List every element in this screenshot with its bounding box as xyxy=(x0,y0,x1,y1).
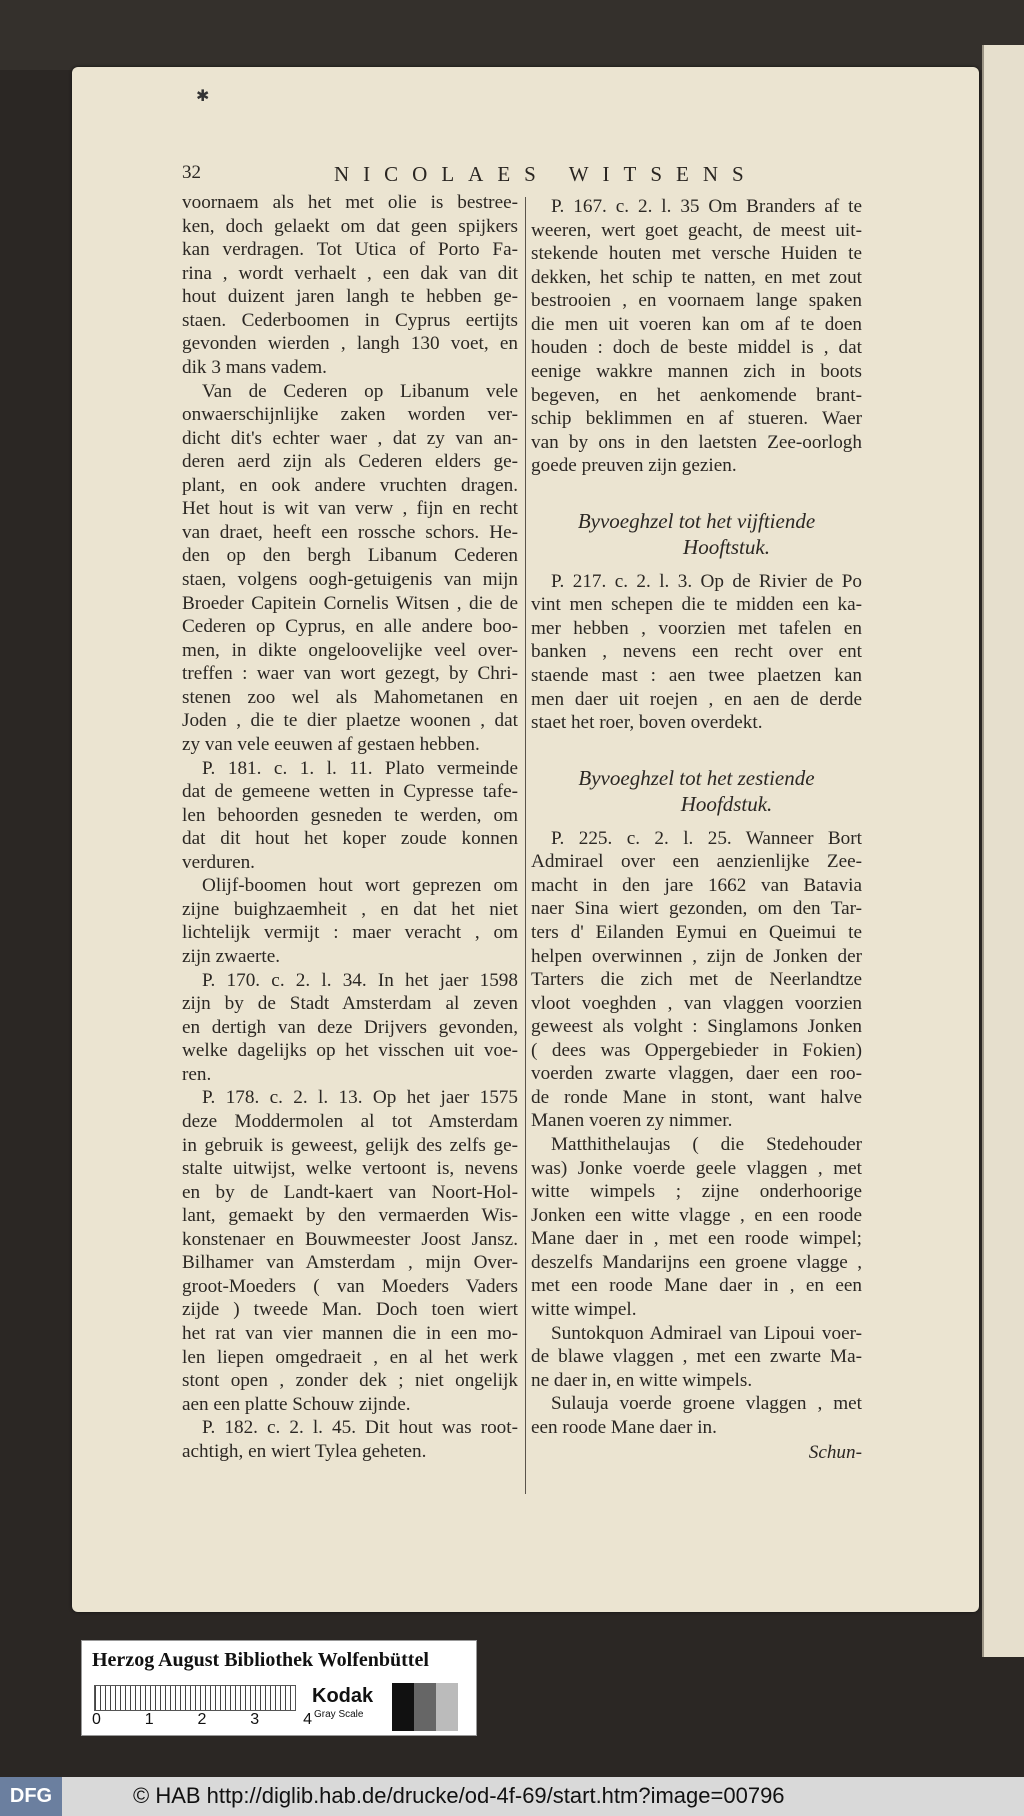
text-line: Cederen op Cyprus, en alle andere boo- xyxy=(182,616,518,638)
text-line: ren. xyxy=(182,1063,212,1085)
text-line: deszelfs Mandarijns een groene vlagge , xyxy=(531,1251,862,1273)
ruler-number: 1 xyxy=(144,1711,154,1728)
text-line: bestrooien , en voornaem lange spaken xyxy=(531,290,862,312)
text-line: mer hebben , voorzien met tafelen en xyxy=(531,617,862,639)
text-line: macht in den jare 1662 van Batavia xyxy=(531,874,862,896)
section-217 xyxy=(531,570,862,735)
text-line: P. 167. c. 2. l. 35 Om Branders af te xyxy=(551,196,862,217)
ruler-number: 0 xyxy=(92,1711,101,1728)
section-heading: Byvoeghzel tot het zestiende xyxy=(578,765,815,790)
text-line: met een roode Mane daer in , en een xyxy=(531,1275,862,1297)
text-line: onwaerschijnlijke zaken worden ver- xyxy=(182,404,518,426)
section-225 xyxy=(531,827,862,1440)
text-line: Suntokquon Admirael van Lipoui voer- xyxy=(551,1322,862,1344)
text-line: achtigh, en wiert Tylea geheten. xyxy=(182,1440,427,1462)
text-line: zijn zwaerte. xyxy=(182,946,281,967)
text-line: staende mast : aen twee plaetzen kan xyxy=(531,665,862,686)
text-line: houden : doch de beste middel is , dat xyxy=(531,337,862,359)
kodak-logo: Kodak xyxy=(312,1685,374,1707)
text-line: dik 3 mans vadem. xyxy=(182,356,327,378)
text-line: voerden zwarte vlaggen, daer een roo- xyxy=(531,1063,862,1085)
text-line: de ronde Mane in stont, want halve xyxy=(531,1086,862,1108)
text-line: stekende houten met versche Huiden te xyxy=(531,243,862,265)
text-line: van draet, heeft een rossche schors. He- xyxy=(182,521,518,543)
text-line: de blawe vlaggen , met een zwarte Ma- xyxy=(531,1346,862,1368)
text-line: staen, volgens oogh-getuigenis van mijn xyxy=(182,569,518,590)
text-line: verduren. xyxy=(182,851,255,873)
column-divider xyxy=(525,197,526,1494)
text-line: vint men schepen die te midden een ka- xyxy=(531,594,862,616)
text-line: dekken, het schip te natten, en met zout xyxy=(531,266,862,288)
ornament: ✱ xyxy=(196,88,210,105)
text-line: het rat van vier mannen die in een mo- xyxy=(182,1323,518,1344)
text-line: was) Jonke voerde geele vlaggen , met xyxy=(531,1157,862,1179)
text-line: Olijf-boomen hout wort geprezen om xyxy=(202,875,518,897)
text-line: Joden , die te dier plaetze woonen , dat xyxy=(182,710,518,732)
text-line: dicht dit's echter waer , dat zy van an- xyxy=(182,427,518,449)
text-line: staet het roer, boven overdekt. xyxy=(531,712,763,734)
text-line: Tarters die zich met de Neerlandtze xyxy=(531,969,862,991)
right-column xyxy=(531,195,862,1465)
text-line: kan verdragen. Tot Utica of Porto Fa- xyxy=(182,239,518,261)
text-line: witte wimpel. xyxy=(531,1298,637,1320)
dfg-logo: DFG xyxy=(0,1777,62,1816)
text-line: P. 178. c. 2. l. 13. Op het jaer 1575 xyxy=(202,1087,518,1109)
left-column xyxy=(182,191,518,1463)
ruler-number: 3 xyxy=(250,1711,260,1728)
ruler-numbers xyxy=(92,1711,312,1729)
text-line: Manen voeren zy nimmer. xyxy=(531,1110,733,1132)
text-line: ters d' Eilanden Eymui en Queimui te xyxy=(531,921,862,943)
text-line: Bilhamer van Amsterdam , mijn Over- xyxy=(182,1252,518,1274)
text-line: deze Moddermolen al tot Amsterdam xyxy=(182,1110,518,1132)
page-number: 32 xyxy=(182,162,201,183)
text-line: dat de gemeene wetten in Cypresse tafe- xyxy=(182,781,518,803)
text-line: ne daer in, en witte wimpels. xyxy=(531,1369,753,1391)
credit-link[interactable]: © HAB http://diglib.hab.de/drucke/od-4f-69/start.htm?image=00796 xyxy=(133,1783,785,1808)
ruler-scale xyxy=(94,1685,296,1711)
text-line: men daer uit roejen , en aen de derde xyxy=(531,688,862,710)
text-line: len behoorden gesneden te werden, om xyxy=(182,804,518,826)
text-line: en by de Landt-kaert van Noort-Hol- xyxy=(182,1181,518,1203)
gray-patch-mid xyxy=(414,1683,436,1731)
text-line: plant, en ook andere vruchten dragen. xyxy=(182,474,518,496)
running-title: NICOLAES WITSENS xyxy=(334,162,758,186)
catchword: Schun- xyxy=(808,1442,862,1464)
text-line: banken , nevens een recht over ent xyxy=(531,641,862,663)
text-line: ken, doch gelaekt om dat geen spijkers xyxy=(182,215,518,237)
scanner-background xyxy=(0,0,1024,70)
text-line: eenige wakkre mannen zich in boots xyxy=(531,360,862,382)
next-page-edge xyxy=(982,45,1024,1657)
text-line: weeren, wert goet geacht, de meest uit- xyxy=(531,219,862,241)
text-line: P. 181. c. 1. l. 11. Plato vermeinde xyxy=(202,757,518,779)
text-line: schip beklimmen en af stueren. Waer xyxy=(531,408,862,430)
gray-patch-black xyxy=(392,1683,414,1731)
text-line: een roode Mane daer in. xyxy=(531,1416,717,1438)
text-line: den op den bergh Libanum Cederen xyxy=(182,545,518,567)
text-line: rina , wordt verhaelt , een dak van dit xyxy=(182,262,518,284)
text-line: len liepen omgedraeit , en al het werk xyxy=(182,1346,518,1368)
text-line: men, in dikte ongeloovelijke veel over- xyxy=(182,639,518,661)
text-line: Matthithelaujas ( die Stedehouder xyxy=(551,1134,862,1155)
text-line: gevonden wierden , langh 130 voet, en xyxy=(182,333,518,355)
ruler-number: 2 xyxy=(197,1711,207,1728)
text-line: Mane daer in , met een roode wimpel; xyxy=(531,1228,862,1250)
text-line: P. 225. c. 2. l. 25. Wanneer Bort xyxy=(551,827,862,849)
text-line: staen. Cederboomen in Cyprus eertijts xyxy=(182,309,518,331)
text-line: witte wimpels ; zijne onderhoorige xyxy=(531,1181,862,1203)
gray-scale-label: Gray Scale xyxy=(314,1709,364,1720)
text-line: zijne buighzaemheit , en dat het niet xyxy=(182,898,518,920)
text-line: geweest als volght : Singlamons Jonken xyxy=(531,1016,862,1038)
text-line: P. 182. c. 2. l. 45. Dit hout was root- xyxy=(202,1417,518,1439)
text-line: voornaem als het met olie is bestree- xyxy=(182,192,518,213)
text-line: deren aerd zijn als Cederen elders ge- xyxy=(182,451,518,473)
text-line: en dertigh van deze Drijvers gevonden, xyxy=(182,1016,518,1038)
library-name: Herzog August Bibliothek Wolfenbüttel xyxy=(92,1649,429,1671)
gray-patch-light xyxy=(436,1683,458,1731)
color-calibration-label xyxy=(81,1640,477,1736)
text-line: van by ons in den laetsten Zee-oorlogh xyxy=(531,431,862,453)
text-line: ( dees was Oppergebieder in Fokien) xyxy=(531,1039,862,1061)
text-line: begeven, en het aenkomende brant- xyxy=(531,384,862,406)
text-line: Het hout is wit van verw , fijn en recht xyxy=(182,498,518,520)
text-line: in gebruik is geweest, gelijk des zelfs ge- xyxy=(182,1134,518,1156)
text-line: groot-Moeders ( van Moeders Vaders xyxy=(182,1275,518,1297)
text-line: stenen zoo wel als Mahometanen en xyxy=(182,686,518,708)
text-line: aen een platte Schouw zijnde. xyxy=(182,1393,411,1415)
text-line: welke dagelijks op het visschen uit voe- xyxy=(182,1040,518,1062)
section-heading: Byvoeghzel tot het vijftiende xyxy=(577,508,816,533)
text-line: Broeder Capitein Cornelis Witsen , die de xyxy=(182,592,518,614)
text-line: lichtelijk vermijt : maer veracht , om xyxy=(182,922,518,944)
section-167 xyxy=(531,195,862,478)
text-line: lant, gemaekt by den vermaerden Wis- xyxy=(182,1205,518,1227)
text-line: Sulauja voerde groene vlaggen , met xyxy=(551,1393,862,1415)
text-line: hout duizent jaren langh te hebben ge- xyxy=(182,286,518,308)
text-line: Jonken een witte vlagge , en een roode xyxy=(531,1204,862,1226)
section-heading-cont: Hooftstuk. xyxy=(683,534,770,559)
text-line: Van de Cederen op Libanum vele xyxy=(202,380,518,402)
text-line: P. 217. c. 2. l. 3. Op de Rivier de Po xyxy=(551,570,862,592)
text-line: helpen overwinnen , zijn de Jonken der xyxy=(531,945,862,967)
text-line: zijde ) tweede Man. Doch toen wiert xyxy=(182,1299,518,1321)
text-line: die men uit voeren kan om af te doen xyxy=(531,313,862,335)
text-line: vloot voeghden , van vlaggen voorzien xyxy=(531,992,862,1014)
ruler-number: 4 xyxy=(303,1711,312,1728)
footer-bar xyxy=(0,1777,1024,1816)
text-line: Admirael over een aenzienlijke Zee- xyxy=(531,851,862,873)
text-line: konstenaer en Bouwmeester Joost Jansz. xyxy=(182,1228,518,1250)
text-line: stont open , zonder dek ; niet ongelijk xyxy=(182,1370,518,1392)
section-heading-cont: Hoofdstuk. xyxy=(680,791,773,816)
text-line: zijn by de Stadt Amsterdam al zeven xyxy=(182,993,518,1015)
text-line: dat dit hout het koper zoude konnen xyxy=(182,828,518,850)
text-line: treffen : waer van wort gezegt, by Chri- xyxy=(182,663,518,685)
text-line: P. 170. c. 2. l. 34. In het jaer 1598 xyxy=(202,969,518,991)
text-line: stalte uitwijst, welke vertoont is, nevens xyxy=(182,1158,518,1180)
text-line: zy van vele eeuwen af gestaen hebben. xyxy=(182,733,480,755)
text-line: naer Sina wiert gezonden, om den Tar- xyxy=(531,898,862,920)
text-line: goede preuven zijn gezien. xyxy=(531,455,737,477)
